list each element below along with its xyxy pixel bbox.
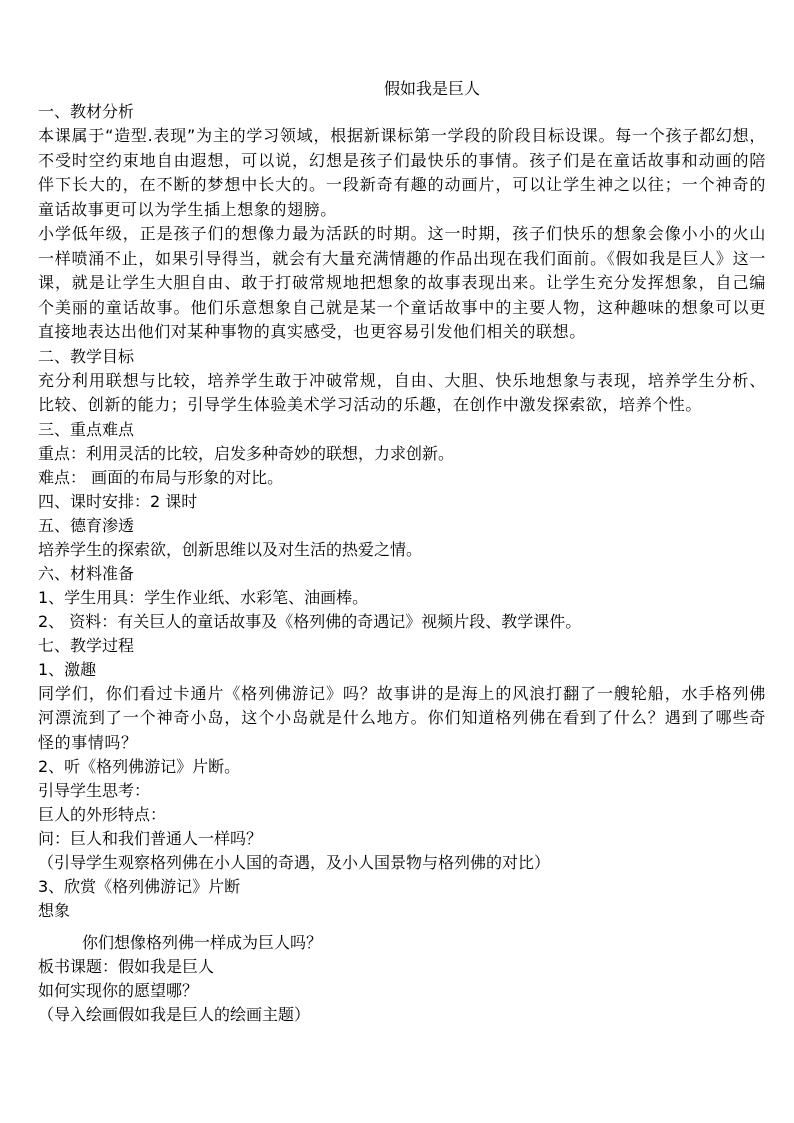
paragraph-analysis-1: 本课属于“造型.表现”为主的学习领域，根据新课标第一学段的阶段目标设课。每一个孩子都幻想，不受时空约束地自由遐想，可以说，幻想是孩子们最快乐的事情。孩子们是在童话故事和动画的陪伴下长大的，在不断的梦想中长大的。一段新奇有趣的动画片，可以让学生神之以往；一个神奇的童话故事更可以为学生插上想象的翅膀。 — [38, 126, 766, 219]
key-point-line: 重点：利用灵活的比较，启发多种奇妙的联想，力求创新。 — [38, 443, 455, 463]
process-step-3: 3、欣赏《格列佛游记》片断 — [38, 877, 241, 896]
process-line-observe: （引导学生观察格列佛在小人国的奇遇，及小人国景物与格列佛的对比） — [38, 853, 551, 872]
section-heading-analysis: 一、教材分析 — [38, 102, 135, 121]
materials-line-2: 2、 资料：有关巨人的童话故事及《格列佛的奇遇记》视频片段、教学课件。 — [38, 611, 582, 631]
process-line-how: 如何实现你的愿望哪？ — [38, 981, 199, 1000]
section-heading-process: 七、教学过程 — [38, 635, 135, 655]
process-line-want: 你们想像格列佛一样成为巨人吗？ — [82, 933, 323, 952]
section-heading-moral: 五、德育渗透 — [38, 515, 135, 535]
process-line-imagine: 想象 — [38, 901, 71, 920]
materials-line-1: 1、学生用具：学生作业纸、水彩笔、油画棒。 — [38, 587, 369, 607]
process-step-2: 2、听《格列佛游记》片断。 — [38, 757, 241, 776]
document-title: 假如我是巨人 — [383, 79, 480, 98]
section-heading-key-points: 三、重点难点 — [38, 419, 135, 439]
paragraph-goals: 充分利用联想与比较，培养学生敢于冲破常规，自由、大胆、快乐地想象与表现，培养学生分析、比较、创新的能力；引导学生体验美术学习活动的乐趣，在创作中激发探索欲，培养个性。 — [38, 370, 766, 414]
moral-line: 培养学生的探索欲，创新思维以及对生活的热爱之情。 — [38, 539, 423, 559]
process-line-question: 问：巨人和我们普通人一样吗？ — [38, 829, 263, 848]
section-heading-goals: 二、教学目标 — [38, 346, 135, 366]
process-line-theme: （导入绘画假如我是巨人的绘画主题） — [38, 1005, 311, 1024]
process-step-1: 1、激趣 — [38, 659, 97, 679]
section-heading-materials: 六、材料准备 — [38, 563, 135, 583]
process-line-features: 巨人的外形特点： — [38, 805, 167, 824]
process-paragraph-1: 同学们，你们看过卡通片《格列佛游记》吗？故事讲的是海上的风浪打翻了一艘轮船，水手格列佛河漂流到了一个神奇小岛，这个小岛就是什么地方。你们知道格列佛在看到了什么？遇到了哪些奇怪的事情吗？ — [38, 683, 766, 752]
section-heading-schedule: 四、课时安排：2 课时 — [38, 491, 198, 511]
process-line-board-title: 板书课题：假如我是巨人 — [38, 957, 215, 976]
difficulty-line: 难点： 画面的布局与形象的对比。 — [38, 467, 284, 487]
paragraph-analysis-2: 小学低年级，正是孩子们的想像力最为活跃的时期。这一时期，孩子们快乐的想象会像小小的火山一样喷涌不止，如果引导得当，就会有大量充满情趣的作品出现在我们面前。《假如我是巨人》这一课，就是让学生大胆自由、敢于打破常规地把想象的故事表现出来。让学生充分发挥想象，自己编个美丽的童话故事。他们乐意想象自己就是某一个童话故事中的主要人物，这种趣味的想象可以更直接地表达出他们对某种事物的真实感受，也更容易引发他们相关的联想。 — [38, 224, 766, 341]
process-line-guide: 引导学生思考： — [38, 781, 151, 800]
document-page — [38, 78, 766, 1027]
